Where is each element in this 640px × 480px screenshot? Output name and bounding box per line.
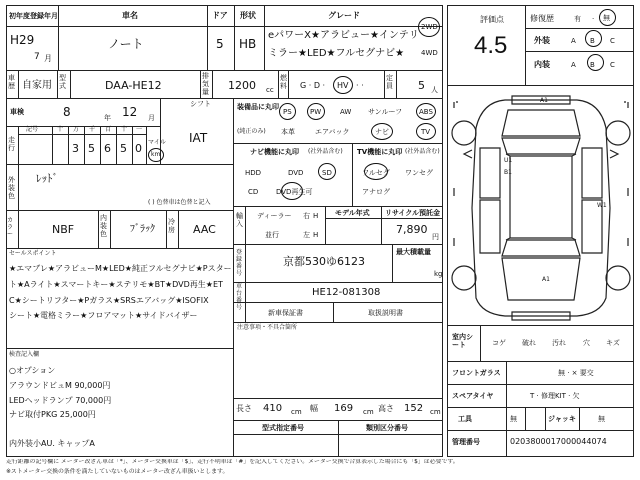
inspection-year: 8	[63, 105, 71, 119]
tv-oneseg: ワンセグ	[405, 169, 433, 177]
equip-airbag: エアバック	[315, 128, 350, 136]
disp-value: 1200	[228, 79, 256, 92]
length-label: 長さ	[236, 404, 252, 413]
seats-label: 定員	[386, 74, 393, 91]
mileage-digit-4: 5	[120, 142, 127, 155]
first-reg-month-unit: 月	[44, 54, 52, 63]
equip-ps: PS	[283, 108, 292, 116]
diagram-a1-bottom: A1	[542, 276, 550, 283]
exterior-grade-a: A	[571, 37, 576, 45]
length-value: 410	[263, 403, 283, 414]
import-dealer: ディーラー	[257, 212, 292, 220]
shift-value: IAT	[189, 131, 208, 145]
km-label: km	[151, 151, 161, 158]
max-load-label: 最大積載量	[396, 248, 431, 256]
first-reg-value: H29	[10, 33, 35, 47]
class-no-label: 類別区分番号	[366, 424, 408, 432]
grade-value-line2: ミラー★LED★フルセグナビ★	[268, 48, 405, 59]
warranty-manual: 取扱説明書	[368, 309, 403, 317]
registration-value: 京都530ゆ6123	[283, 255, 365, 268]
shape-label: 形状	[240, 11, 256, 20]
width-label: 幅	[310, 404, 318, 413]
disp-label: 排気量	[202, 72, 209, 97]
mileage-unit-2: 千	[89, 126, 96, 133]
tool-label: 工具	[458, 415, 472, 423]
tool-value: 無	[510, 415, 517, 423]
registration-label: 登録番号	[236, 249, 243, 277]
shift-label: シフト	[190, 100, 211, 108]
ac-label: 冷房	[168, 218, 175, 235]
mileage-digit-5: 0	[135, 142, 142, 155]
exterior-grade-b: B	[590, 37, 595, 45]
first-reg-month: 7	[34, 52, 40, 62]
name-label: 車名	[122, 11, 138, 20]
mileage-digit-3: 6	[104, 142, 111, 155]
inspection-month-unit: 月	[148, 114, 155, 122]
navi-cd: CD	[248, 188, 259, 196]
exterior-color-value: ﾚｯﾄﾞ	[36, 172, 58, 185]
inspection-label: 車検	[10, 108, 24, 116]
footer-line-1: 走行距離の記号欄に メーター改ざん車は「*」、メーター交換車は「$」、走行不明車は「#」を記入してください。メーター交換で合算表示した場合にも「$」は必要です。	[6, 459, 459, 465]
glass-label: フロントガラス	[452, 369, 501, 377]
tire-label: スペアタイヤ	[452, 392, 494, 400]
score-value: 4.5	[474, 32, 508, 59]
inspector-line-3: LEDヘッドランプ 70,000円	[9, 396, 112, 405]
shape-value: HB	[239, 37, 257, 51]
tv-analog: アナログ	[362, 188, 390, 196]
inspection-year-unit: 年	[104, 114, 111, 122]
equipment-sub: (純正のみ)	[237, 128, 266, 135]
selling-point-line-4: シート★電格ミラー★フロアマット★サイドバイザー	[9, 311, 198, 320]
interior-grade-a: A	[571, 61, 576, 69]
diagram-w1: W1	[597, 202, 607, 209]
equip-abs: ABS	[419, 108, 433, 116]
equip-aw: AW	[340, 108, 352, 116]
repair-label: 修復歴	[530, 14, 554, 23]
fuel-label: 燃料	[280, 74, 287, 91]
model-label: 型式	[59, 74, 66, 91]
fuel-options: G · D ·	[300, 81, 326, 90]
height-value: 152	[404, 403, 424, 414]
inspector-line-6: 内外装小AU. キャップA	[9, 439, 95, 448]
recycle-value: 7,890	[396, 223, 428, 236]
footer-line-2: ※ストメーター交換の条件を満たしていないものはメーター改ざん車扱いとします。	[6, 469, 229, 475]
tv-fullseg: フルセグ	[362, 169, 390, 177]
mileage-memo: 記号	[26, 126, 39, 133]
width-unit: cm	[363, 408, 374, 416]
mile-label: マイル	[148, 139, 166, 146]
seats-unit: 人	[431, 86, 438, 94]
equip-pw: PW	[310, 108, 322, 116]
navi-sd: SD	[322, 169, 332, 177]
type-no-label: 型式指定番号	[262, 424, 304, 432]
interior-grade-label: 内装	[534, 60, 550, 69]
fuel-hv: HV	[337, 81, 349, 90]
import-parallel: 並行	[265, 231, 279, 239]
length-unit: cm	[291, 408, 302, 416]
navi-function-sub: (社外品含む)	[308, 148, 343, 155]
equip-tv: TV	[421, 128, 431, 136]
height-unit: cm	[430, 408, 441, 416]
import-label: 輸入	[236, 212, 243, 229]
selling-point-line-2: ト★Aライト★スマートキー★ステリモ★BT★DVD再生★ET	[9, 280, 223, 289]
exterior-color-label: 外装色	[8, 176, 15, 201]
width-value: 169	[334, 403, 354, 414]
jack-value: 無	[598, 415, 605, 423]
max-load-unit: kg	[434, 270, 443, 278]
exterior-grade-c: C	[610, 37, 615, 45]
repair-yes: 有	[574, 15, 581, 23]
glass-value: 無 · × 要交	[558, 369, 594, 377]
diagram-b1: B1	[504, 169, 512, 176]
seat-ana: 穴	[583, 339, 590, 347]
cert-value: 自家用	[22, 80, 52, 91]
notes-label: 注意事項・不具合箇所	[237, 324, 298, 331]
drive-2wd: 2WD	[421, 23, 438, 31]
height-label: 高さ	[378, 404, 394, 413]
model-value: DAA-HE12	[105, 79, 162, 92]
interior-grade-c: C	[610, 61, 615, 69]
first-reg-label: 初年度登録年月	[9, 12, 58, 20]
interior-seat-label: 室内シート	[452, 333, 473, 350]
ac-value: AAC	[193, 223, 216, 236]
model-year-label: モデル年式	[335, 209, 370, 217]
color-label: カラー	[7, 217, 14, 238]
interior-grade-c-circle	[587, 54, 604, 71]
disp-unit: cc	[266, 86, 274, 94]
jack-label: ジャッキ	[548, 415, 576, 423]
tire-value: T · 修理KIT · 欠	[530, 392, 580, 400]
exterior-grade-label: 外装	[534, 36, 550, 45]
mileage-label: 走行	[8, 136, 15, 153]
mileage-unit-3: 百	[105, 126, 112, 133]
grade-label: グレード	[328, 11, 360, 20]
equip-navi: ナビ	[375, 128, 389, 136]
mileage-unit-1: 万	[73, 126, 80, 133]
chassis-value: HE12-081308	[312, 287, 381, 298]
import-h1: H	[313, 212, 319, 220]
navi-dvd: DVD	[288, 169, 304, 177]
seat-koge: コゲ	[492, 339, 506, 347]
seat-kizu: キズ	[606, 339, 620, 347]
navi-function-label: ナビ機能に丸印	[250, 148, 299, 156]
interior-color-label: 内装色	[100, 214, 107, 239]
cert-label: 車歴	[8, 74, 15, 91]
selling-point-line-1: ★エマブレ★アラビューM★LED★純正フルセグナビ★Pスター	[9, 264, 232, 273]
inspector-line-4: ナビ取付PKG 25,000円	[9, 410, 96, 419]
tv-function-label: TV機能に丸印	[357, 148, 403, 156]
selling-point-line-3: C★シートリフター★Pガラス★SRSエアバッグ★ISOFIX	[9, 296, 209, 305]
warranty-cert: 新車保証書	[268, 309, 303, 317]
navi-dvd-play: DVD再生可	[276, 188, 313, 196]
import-right: 右	[303, 212, 310, 220]
inspector-line-2: アラウンドビュM 90,000円	[9, 381, 111, 390]
selling-points-label: セールスポイント	[9, 250, 57, 257]
mileage-unit-4: 十	[121, 126, 128, 133]
seat-yabure: 破れ	[522, 339, 536, 347]
recycle-unit: 円	[432, 233, 439, 241]
tv-function-sub: (社外品含む)	[405, 148, 440, 155]
exterior-color-note: ( ) 色替車は色替と記入	[148, 199, 211, 206]
navi-hdd: HDD	[245, 169, 262, 177]
recycle-label: リサイクル預託金	[385, 209, 441, 217]
seats-value: 5	[418, 79, 425, 92]
seat-yogore: 汚れ	[552, 339, 566, 347]
chassis-label: 車台番号	[236, 283, 243, 311]
interior-grade-b: B	[590, 61, 595, 69]
color-value: NBF	[52, 223, 75, 236]
inspector-label: 検査記入欄	[9, 351, 40, 358]
equipment-label: 装備品に丸印	[237, 103, 279, 111]
door-label: ドア	[212, 11, 228, 20]
inspector-line-1: ○オプション	[9, 366, 56, 375]
diagram-a1-top: A1	[540, 97, 548, 104]
inspection-month: 12	[122, 105, 138, 119]
repair-sep: ·	[592, 15, 595, 23]
equip-sunroof: サンルーフ	[368, 108, 403, 116]
mileage-digit-2: 5	[88, 142, 95, 155]
interior-color-value: ﾌﾞﾗｯｸ	[130, 224, 155, 235]
grade-value-line1: eパワーX★アラビュー★インテリ	[268, 30, 419, 41]
fuel-options-rest: · ·	[356, 81, 364, 90]
manage-label: 管理番号	[452, 438, 480, 446]
door-value: 5	[216, 37, 224, 51]
score-label: 評価点	[480, 15, 504, 24]
diagram-u1: U1	[504, 157, 513, 164]
mileage-unit-0: 十	[57, 126, 64, 133]
import-h2: H	[313, 231, 319, 239]
equip-leather: 本革	[281, 128, 295, 136]
drive-4wd: 4WD	[421, 49, 438, 57]
mileage-digit-1: 3	[72, 142, 79, 155]
manage-value: 0203800017000044074	[510, 437, 607, 446]
name-value: ノート	[108, 37, 144, 51]
import-left: 左	[303, 231, 310, 239]
mileage-unit-5: 一	[136, 126, 143, 133]
repair-no: 無	[603, 14, 610, 22]
